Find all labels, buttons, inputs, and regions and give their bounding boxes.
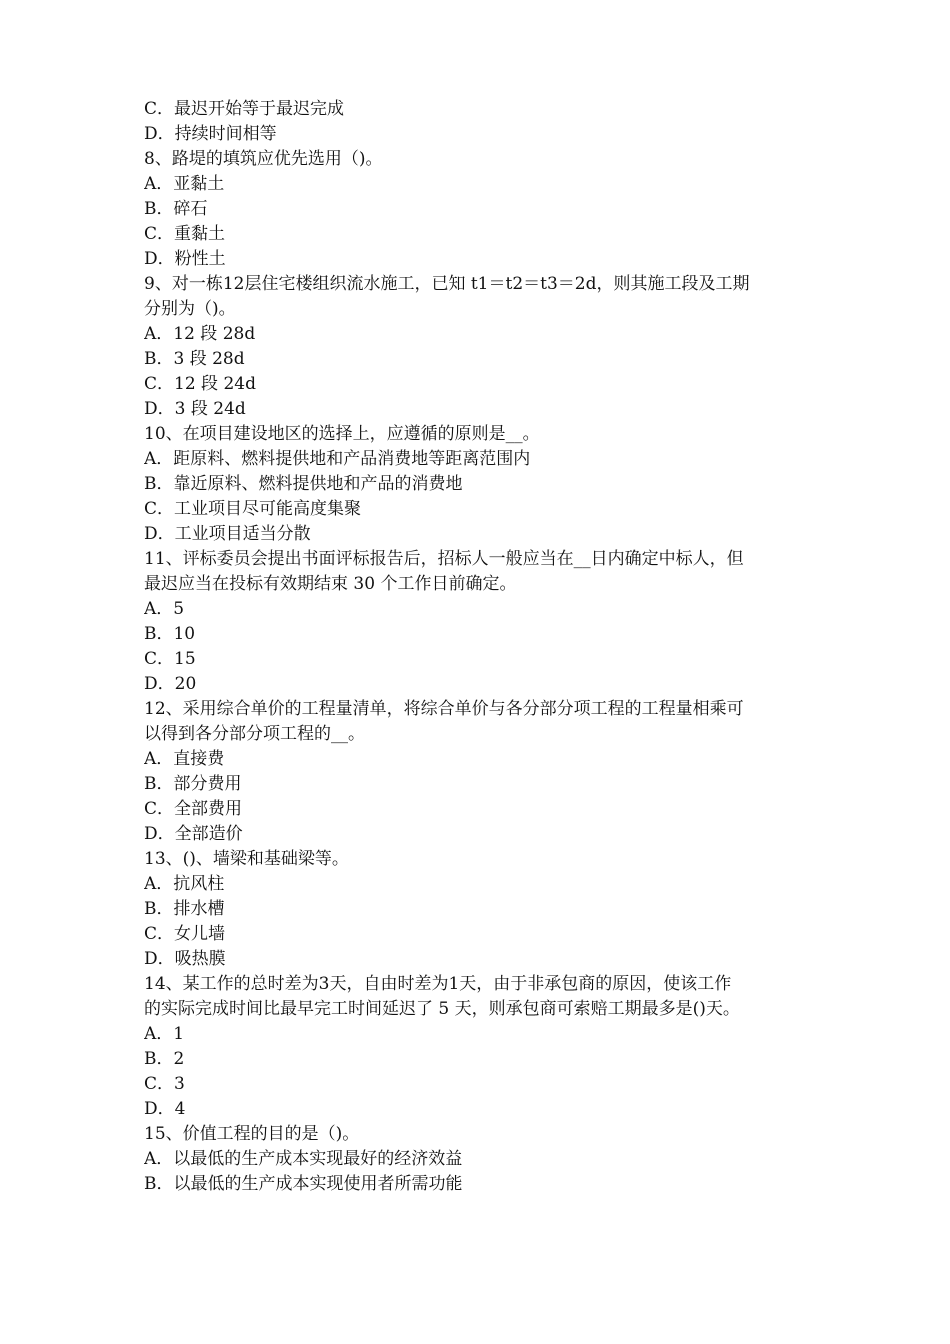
text-line: 9、对一栋12层住宅楼组织流水施工，已知 t1＝t2＝t3＝2d，则其施工段及工期 <box>144 274 750 294</box>
text-line: 最迟应当在投标有效期结束 30 个工作日前确定。 <box>144 574 517 594</box>
text-line: 15、价值工程的目的是（)。 <box>144 1124 360 1144</box>
text-line: 10、在项目建设地区的选择上，应遵循的原则是__。 <box>144 424 540 444</box>
text-line: B．2 <box>144 1049 185 1069</box>
text-line: C．重黏土 <box>144 224 226 244</box>
text-line: 11、评标委员会提出书面评标报告后，招标人一般应当在__日内确定中标人，但 <box>144 549 744 569</box>
text-line: 以得到各分部分项工程的__。 <box>144 724 365 744</box>
text-line: B．部分费用 <box>144 774 242 794</box>
text-line: B．碎石 <box>144 199 208 219</box>
text-line: C．15 <box>144 649 196 669</box>
text-line: 的实际完成时间比最早完工时间延迟了 5 天，则承包商可索赔工期最多是()天。 <box>144 999 740 1019</box>
text-line: C．女儿墙 <box>144 924 226 944</box>
document-page <box>144 97 814 1197</box>
text-line: A．抗风柱 <box>144 874 225 894</box>
text-line: A．12 段 28d <box>144 324 256 344</box>
text-line: 13、()、墙梁和基础梁等。 <box>144 849 349 869</box>
text-line: A．以最低的生产成本实现最好的经济效益 <box>144 1149 463 1169</box>
text-line: 14、某工作的总时差为3天，自由时差为1天，由于非承包商的原因，使该工作 <box>144 974 732 994</box>
text-line: D．4 <box>144 1099 186 1119</box>
text-line: B．3 段 28d <box>144 349 245 369</box>
text-line: 分别为（)。 <box>144 299 236 319</box>
text-line: D．3 段 24d <box>144 399 246 419</box>
text-line: D．持续时间相等 <box>144 124 277 144</box>
text-line: A．5 <box>144 599 185 619</box>
text-line: 8、路堤的填筑应优先选用（)。 <box>144 149 383 169</box>
text-line: D．工业项目适当分散 <box>144 524 311 544</box>
text-line: A．直接费 <box>144 749 225 769</box>
text-line: D．吸热膜 <box>144 949 226 969</box>
text-line: B．以最低的生产成本实现使用者所需功能 <box>144 1174 463 1194</box>
text-line: B．排水槽 <box>144 899 225 919</box>
text-line: A．1 <box>144 1024 185 1044</box>
text-line: C．最迟开始等于最迟完成 <box>144 99 345 119</box>
text-line: C．3 <box>144 1074 185 1094</box>
text-line: D．20 <box>144 674 197 694</box>
text-line: C．全部费用 <box>144 799 243 819</box>
text-line: A．距原料、燃料提供地和产品消费地等距离范围内 <box>144 449 531 469</box>
text-line: A．亚黏土 <box>144 174 225 194</box>
text-line: B．10 <box>144 624 196 644</box>
text-line: C．12 段 24d <box>144 374 256 394</box>
text-line: C．工业项目尽可能高度集聚 <box>144 499 362 519</box>
text-line: D．全部造价 <box>144 824 243 844</box>
text-line: D．粉性土 <box>144 249 226 269</box>
text-line: 12、采用综合单价的工程量清单，将综合单价与各分部分项工程的工程量相乘可 <box>144 699 744 719</box>
text-line: B．靠近原料、燃料提供地和产品的消费地 <box>144 474 463 494</box>
